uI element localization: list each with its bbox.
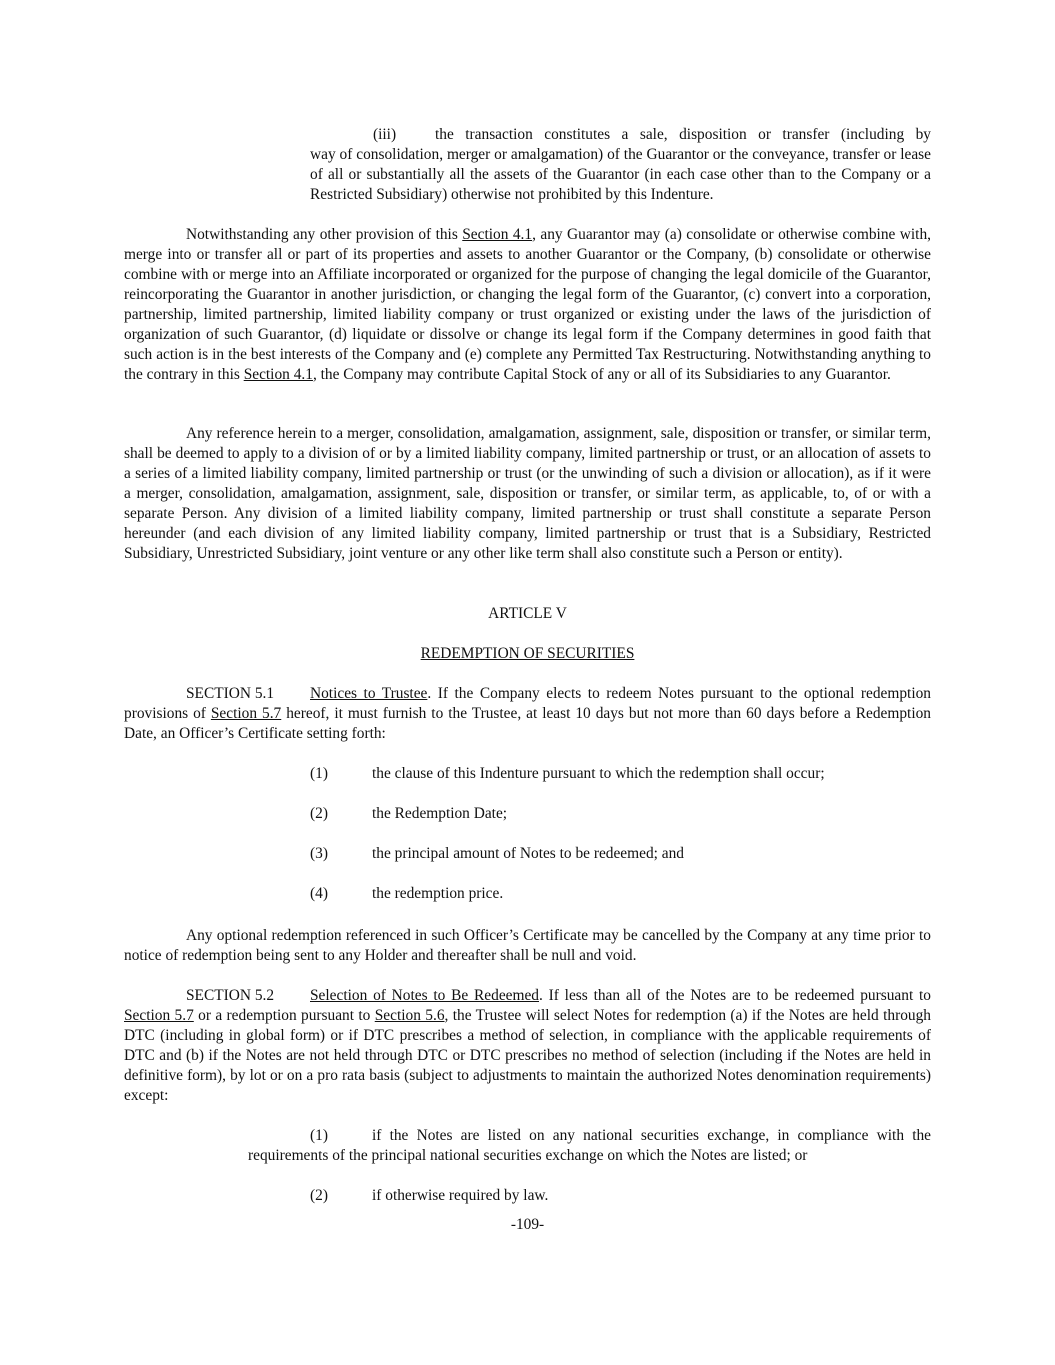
section-5-2-label: SECTION 5.2 xyxy=(186,987,275,1004)
section-5-6-reference: Section 5.6 xyxy=(374,1007,445,1024)
section-4-1-reference: Section 4.1 xyxy=(243,366,313,383)
section-5-7-reference: Section 5.7 xyxy=(210,705,282,722)
clause-iii-continuation: way of consolidation, merger or amalgamation) of the Guarantor or the conveyance, transfer or lease of all or substantially all the assets of the Guarantor (in each case other than to the Company or a Restricted Subsidiary) otherwise not prohibited by this Indenture. xyxy=(310,146,931,203)
article-heading: ARTICLE V xyxy=(488,605,567,622)
section-5-2-paragraph: SECTION 5.2 Selection of Notes to Be Redeemed. If less than all of the Notes are to be redeemed pursuant to Section 5.7 or a redemption pursuant to Section 5.6, the Trustee will select Notes for redemption (a) if the Notes are held through DTC (including in global form) or if DTC prescribes a method of selection, in compliance with the applicable requirements of DTC and (b) if the Notes are not held through DTC or DTC prescribes no method of selection (including if the Notes are held in definitive form), by lot or on a pro rata basis (subject to adjustments to maintain the authorized Notes denomination requirements) except: xyxy=(124,987,931,1104)
page-number: -109- xyxy=(510,1216,545,1233)
paragraph-notwithstanding: Notwithstanding any other provision of this Section 4.1, any Guarantor may (a) consolidate or otherwise combine with, merge into or transfer all or part of its properties and assets to another Guarantor or the Company, (b) consolidate or otherwise combine with or merge into an Affiliate incorporated or organized for the purpose of changing the legal domicile of the Guarantor, reincorporating the Guarantor in another jurisdiction, or changing the legal form of the Guarantor, (c) convert into a corporation, partnership, limited partnership, limited liability company or trust organized or existing under the laws of the jurisdiction of organization of such Guarantor, (d) liquidate or dissolve or change its legal form if the Company determines in good faith that such action is in the best interests of the Company and (e) complete any Permitted Tax Restructuring. Notwithstanding anything to the contrary in this Section 4.1, the Company may contribute Capital Stock of any or all of its Subsidiaries to any Guarantor. xyxy=(124,226,931,383)
section-5-2-title: Selection of Notes to Be Redeemed xyxy=(310,987,539,1004)
clause-iii-number: (iii) xyxy=(373,126,397,143)
section-4-1-reference: Section 4.1 xyxy=(462,226,533,243)
paragraph-optional-redemption: Any optional redemption referenced in such Officer’s Certificate may be cancelled by the Company at any time prior to notice of redemption being sent to any Holder and thereafter shall be null and void. xyxy=(124,927,931,964)
clause-iii-first-line: the transaction constitutes a sale, disposition or transfer (including by xyxy=(435,126,931,143)
document-page: (iii) the transaction constitutes a sale, disposition or transfer (including by way of consolidation, merger or amalgamation) of the Guarantor or the conveyance, transfer or lease of all or substantially all the assets of the Guarantor (in each case other than to the Company or a Restricted Subsidiary) otherwise not prohibited by this Indenture. Notwithstanding any other provision of this Section 4.1, any Guarantor may (a) consolidate or otherwise combine with, merge into or transfer all or part of its properties and assets to another Guarantor or the Company, (b) consolidate or otherwise combine with or merge into an Affiliate incorporated or organized for the purpose of changing the legal domicile of the Guarantor, reincorporating the Guarantor in another jurisdiction, or changing the legal form of the Guarantor, (c) convert into a corporation, partnership, limited partnership, limited liability company or trust organized or existing under the laws of the jurisdiction of organization of such Guarantor, (d) liquidate or dissolve or change its legal form if the Company determines in good faith that such action is in the best interests of the Company and (e) complete any Permitted Tax Restructuring. Notwithstanding anything to the contrary in this Section 4.1, the Company may contribute Capital Stock of any or all of its Subsidiaries to any Guarantor. Any reference herein to a merger, consolidation, amalgamation, assignment, sale, disposition or transfer, or similar term, shall be deemed to apply to a division of or by a limited liability company, limited partnership or trust, or an allocation of assets to a series of a limited liability company, limited partnership or trust (or the unwinding of such a division or allocation), as if it were a merger, consolidation, amalgamation, assignment, sale, disposition or transfer, or similar term, as applicable, to, of or with a separate Person. Any division of a limited liability company, limited partnership or trust shall constitute a separate Person hereunder (and each division of any limited liability company, limited partnership or trust that is a Subsidiary, Restricted Subsidiary, Unrestricted Subsidiary, joint venture or any other like term shall also constitute such a Person or entity). ARTICLE V REDEMPTION OF SECURITIES SECTION 5.1 Notices to Trustee. If the Company elects to redeem Notes pursuant to the optional redemption provisions of Section 5.7 hereof, it must furnish to the Trustee, at least 10 days but not more than 60 days before a Redemption Date, an Officer’s Certificate setting forth: (1) the clause of this Indenture pursuant to which the redemption shall occur; (2) the Redemption Date; (3) the principal amount of Notes to be redeemed; and (4) the redemption price. Any optional redemption referenced in such Officer’s Certificate may be cancelled by the Company at any time prior to notice of redemption being sent to any Holder and thereafter shall be null and void. SECTION 5.2 Selection of Notes to Be Redeemed. If less than all of the Notes are to be redeemed pursuant to Section 5.7 or a redemption pursuant to Section 5.6, the Trustee will select Notes for redemption (a) if the Notes are held through DTC (including in global form) or if DTC prescribes a method of selection, in compliance with the applicable requirements of DTC and (b) if the Notes are not held through DTC or DTC prescribes no method of selection (including if the Notes are held in definitive form), by lot or on a pro rata basis (subject to adjustments to maintain the authorized Notes denomination requirements) except: (1) if the Notes are listed on any national securities exchange, in compliance with the requirements of the principal national securities exchange on which the Notes are listed; or (2) if otherwise required by law. -109- xyxy=(124,126,931,1233)
section-5-1-paragraph: SECTION 5.1 Notices to Trustee. If the Company elects to redeem Notes pursuant to the optional redemption provisions of Section 5.7 hereof, it must furnish to the Trustee, at least 10 days but not more than 60 days before a Redemption Date, an Officer’s Certificate setting forth: xyxy=(124,685,931,742)
section-5-1-title: Notices to Trustee xyxy=(310,685,428,702)
section-5-1-label: SECTION 5.1 xyxy=(186,685,275,702)
list-item: (1) xyxy=(310,1127,328,1144)
article-title: REDEMPTION OF SECURITIES xyxy=(420,645,635,662)
section-5-7-reference: Section 5.7 xyxy=(124,1007,194,1024)
paragraph-any-reference: Any reference herein to a merger, consolidation, amalgamation, assignment, sale, disposition or transfer, or similar term, shall be deemed to apply to a division of or by a limited liability company, limited partnership or trust, or an allocation of assets to a series of a limited liability company, limited partnership or trust (or the unwinding of such a division or allocation), as if it were a merger, consolidation, amalgamation, assignment, sale, disposition or transfer, or similar term, as applicable, to, of or with a separate Person. Any division of a limited liability company, limited partnership or trust shall constitute a separate Person hereunder (and each division of any limited liability company, limited partnership or trust that is a Subsidiary, Restricted Subsidiary, Unrestricted Subsidiary, joint venture or any other like term shall also constitute such a Person or entity). xyxy=(124,425,931,562)
list-item-continuation: requirements of the principal national securities exchange on which the Notes are listed; or xyxy=(248,1147,808,1164)
list-item-first-line: if the Notes are listed on any national securities exchange, in compliance with the xyxy=(372,1127,931,1144)
